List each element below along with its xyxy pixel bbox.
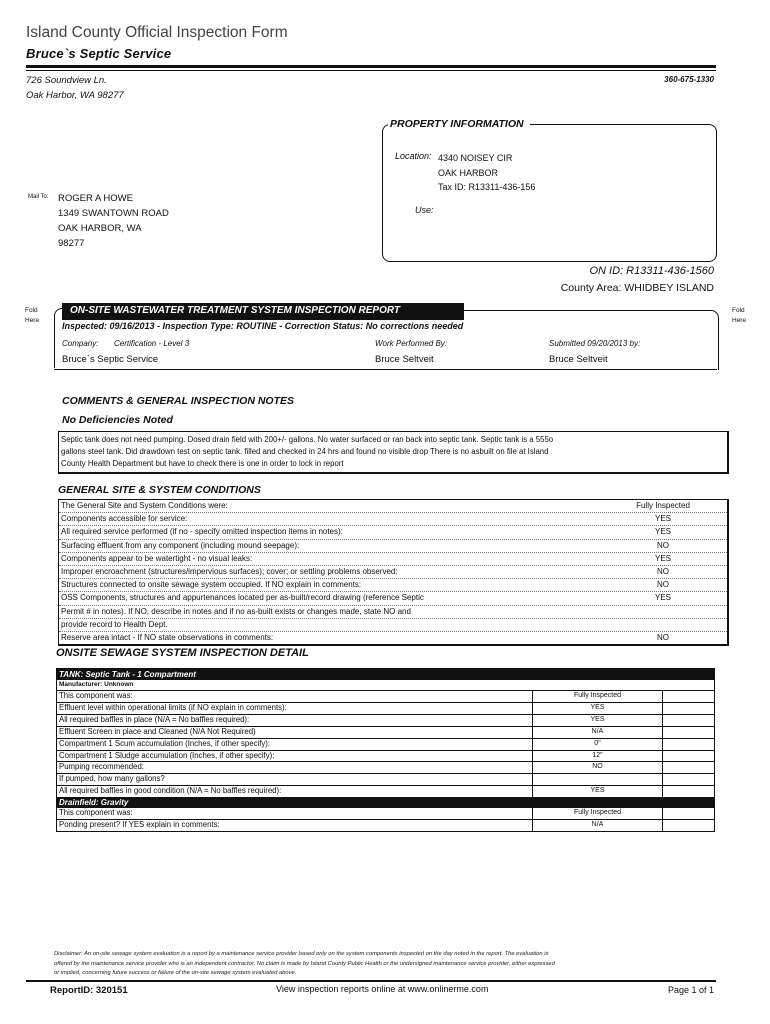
row-answer: N/A [533,727,663,738]
location-line: Tax ID: R13311-436-156 [438,182,536,192]
comment-line: Septic tank does not need pumping. Dosed drain field with 200+/- gallons. No water surfaced or ran back into septic tank. Septic tank is a 555o [61,435,554,444]
table-row [57,786,714,797]
row-answer: 12" [533,751,663,762]
view-online-link[interactable]: View inspection reports online at www.onlinerme.com [276,984,489,994]
row-question: Surfacing effluent from any component (including mound seepage): [61,540,300,550]
header-rule-thin [26,70,716,71]
use-label: Use: [415,205,434,215]
table-row [59,513,727,526]
row-question: The General Site and System Conditions were: [61,501,228,510]
row-answer [539,619,727,631]
row-question: Reserve area intact - If NO state observations in comments: [61,633,274,643]
row-answer: Fully Inspected [533,808,663,819]
table-row [59,579,727,592]
comment-line: gallons steel tank. Did drawdown test on septic tank. filled and checked in 24 hrs and found no visible drop There is no asbuilt on file at Island [61,447,549,457]
company-address [26,73,124,103]
row-question: All required baffles in place (N/A = No baffles required): [57,715,533,726]
table-row [57,703,714,715]
row-question: Components accessible for service: [61,514,188,524]
company-phone: 360-675-1330 [664,75,714,84]
tank-rows [57,691,714,797]
table-row [59,526,727,539]
row-answer: N/A [533,820,663,831]
row-question: OSS Components, structures and appurtenances located per as-built/record drawing (reference Septic [61,593,424,603]
inspection-detail-table [56,668,715,832]
row-answer: NO [533,762,663,773]
disclaimer-line: offered by the maintenance service provider who is an independent contractor. No claim is made by Island County Public Health or the undersigned maintenance service provider, either expressed [54,960,555,967]
drainfield-rows [57,808,714,831]
table-row [57,751,714,763]
row-question: This component was: [57,808,533,819]
row-answer: YES [654,593,671,603]
header-rule [26,65,716,68]
report-banner: ON-SITE WASTEWATER TREATMENT SYSTEM INSPECTION REPORT [62,303,464,320]
disclaimer-line: or implied, concerning future success or failure of the on-site sewage system evaluated above. [54,970,297,976]
property-info-heading: PROPERTY INFORMATION [388,118,530,130]
certification-label: Certification - Level 3 [114,339,190,348]
company-value: Bruce`s Septic Service [62,354,159,365]
table-row [57,808,714,820]
mail-line: 1349 SWANTOWN ROAD [58,208,169,219]
on-id: ON ID: R13311-436-1560 [589,265,714,277]
location-label: Location: [395,151,432,161]
location-value [438,151,535,195]
row-question: Structures connected to onsite sewage system occupied. If NO explain in comments: [61,580,362,590]
row-answer: Fully Inspected [533,691,663,702]
mail-line: 98277 [58,238,85,249]
mail-to-address [58,191,169,251]
table-row [57,774,714,786]
row-spacer [663,786,714,797]
comment-line: County Health Department but have to check there is one in order to lock in report [61,459,344,469]
fold-text: Fold [25,307,38,314]
row-answer: NO [657,567,669,577]
row-question: Effluent Screen in place and Cleaned (N/A Not Required) [57,727,533,738]
disclaimer-line: Disclaimer: An on-site sewage system evaluation is a report by a maintenance service provider based only on the system components inspected on the day noted in the report. The evaluation is [54,951,549,957]
row-answer [533,774,663,785]
row-question: If pumped, how many gallons? [57,774,533,785]
row-question: Ponding present? If YES explain in comments: [57,820,533,831]
row-answer: Fully Inspected [636,501,690,510]
mail-to-label: Mail To: [28,194,49,200]
row-spacer [663,774,714,785]
comments-heading: COMMENTS & GENERAL INSPECTION NOTES [62,395,294,407]
table-row [59,592,727,605]
row-question: Improper encroachment (structures/impervious surfaces); cover; or settling problems observed: [61,567,398,577]
table-row [59,500,727,513]
disclaimer [54,950,716,979]
general-conditions-heading: GENERAL SITE & SYSTEM CONDITIONS [58,484,261,496]
location-line: 4340 NOISEY CIR [438,153,513,163]
tank-header: TANK: Septic Tank - 1 Compartment [57,669,714,680]
table-row [57,820,714,831]
mail-line: OAK HARBOR, WA [58,223,142,234]
inspection-detail-heading: ONSITE SEWAGE SYSTEM INSPECTION DETAIL [56,647,309,659]
row-question: Compartment 1 Sludge accumulation (Inches, if other specify): [57,751,533,762]
county-area: County Area: WHIDBEY ISLAND [560,282,714,294]
property-info-box [382,124,717,262]
table-row [57,715,714,727]
page-number: Page 1 of 1 [667,985,714,995]
inspection-summary: Inspected: 09/16/2013 - Inspection Type: ROUTINE - Correction Status: No corrections needed [62,321,464,331]
table-row [59,606,727,619]
row-spacer [663,808,714,819]
table-row [57,739,714,751]
row-question: All required service performed (if no - specify omitted inspection items in notes): [61,527,343,537]
footer-rule [26,980,716,982]
row-answer [539,606,727,618]
row-spacer [663,703,714,714]
row-question: This component was: [57,691,533,702]
fold-text: Here [732,317,747,324]
mail-line: ROGER A HOWE [58,193,133,204]
row-answer: YES [654,514,671,524]
submitted-value: Bruce Seltveit [549,354,608,365]
row-question: Effluent level within operational limits (if NO explain in comments): [57,703,533,714]
row-spacer [663,727,714,738]
row-question: Components appear to be watertight - no visual leaks: [61,553,253,563]
table-row [57,691,714,703]
row-answer: YES [533,715,663,726]
work-performed-label: Work Performed By: [375,339,448,348]
row-question: provide record to Health Dept. [61,619,168,629]
report-meta-labels [62,339,717,351]
report-meta-values [62,354,717,368]
address-line: Oak Harbor, WA 98277 [26,90,124,101]
row-answer: NO [657,580,669,590]
meta-divider [54,369,717,370]
tank-manufacturer: Manufacturer: Unknown [57,680,714,691]
deficiency-status: No Deficiencies Noted [62,414,173,426]
company-name: Bruce`s Septic Service [26,46,172,61]
general-conditions-table [58,499,729,646]
table-row [57,762,714,774]
fold-text: Fold [732,307,745,314]
row-question: All required baffles in good condition (N/A = No baffles required): [57,786,533,797]
row-answer: NO [657,633,669,643]
table-row [59,632,727,644]
row-answer: 0" [533,739,663,750]
row-answer: YES [533,703,663,714]
row-spacer [663,715,714,726]
fold-text: Here [25,317,40,324]
comments-box [58,431,729,474]
drainfield-header: Drainfield: Gravity [57,797,714,808]
row-spacer [663,751,714,762]
row-question: Compartment 1 Scum accumulation (Inches, if other specify): [57,739,533,750]
row-spacer [663,762,714,773]
table-row [59,566,727,579]
row-spacer [663,739,714,750]
table-row [57,727,714,739]
row-answer: YES [654,527,671,537]
row-spacer [663,820,714,831]
row-answer: YES [533,786,663,797]
table-row [59,540,727,553]
row-spacer [663,691,714,702]
table-row [59,553,727,566]
row-question: Pumping recommended: [57,762,533,773]
form-title: Island County Official Inspection Form [26,24,288,41]
address-line: 726 Soundview Ln. [26,75,107,86]
row-answer: NO [657,540,669,550]
company-label: Company: [62,339,99,348]
row-answer: YES [654,553,671,563]
location-line: OAK HARBOR [438,167,499,178]
fold-mark-right [732,306,746,326]
report-id: ReportID: 320151 [50,985,128,996]
submitted-label: Submitted 09/20/2013 by: [549,339,641,348]
fold-mark-left [25,306,39,326]
row-question: Permit # in notes). If NO, describe in notes and if no as-built exists or changes made, state NO and [61,606,411,616]
work-performed-value: Bruce Seltveit [375,354,434,365]
table-row [59,619,727,632]
